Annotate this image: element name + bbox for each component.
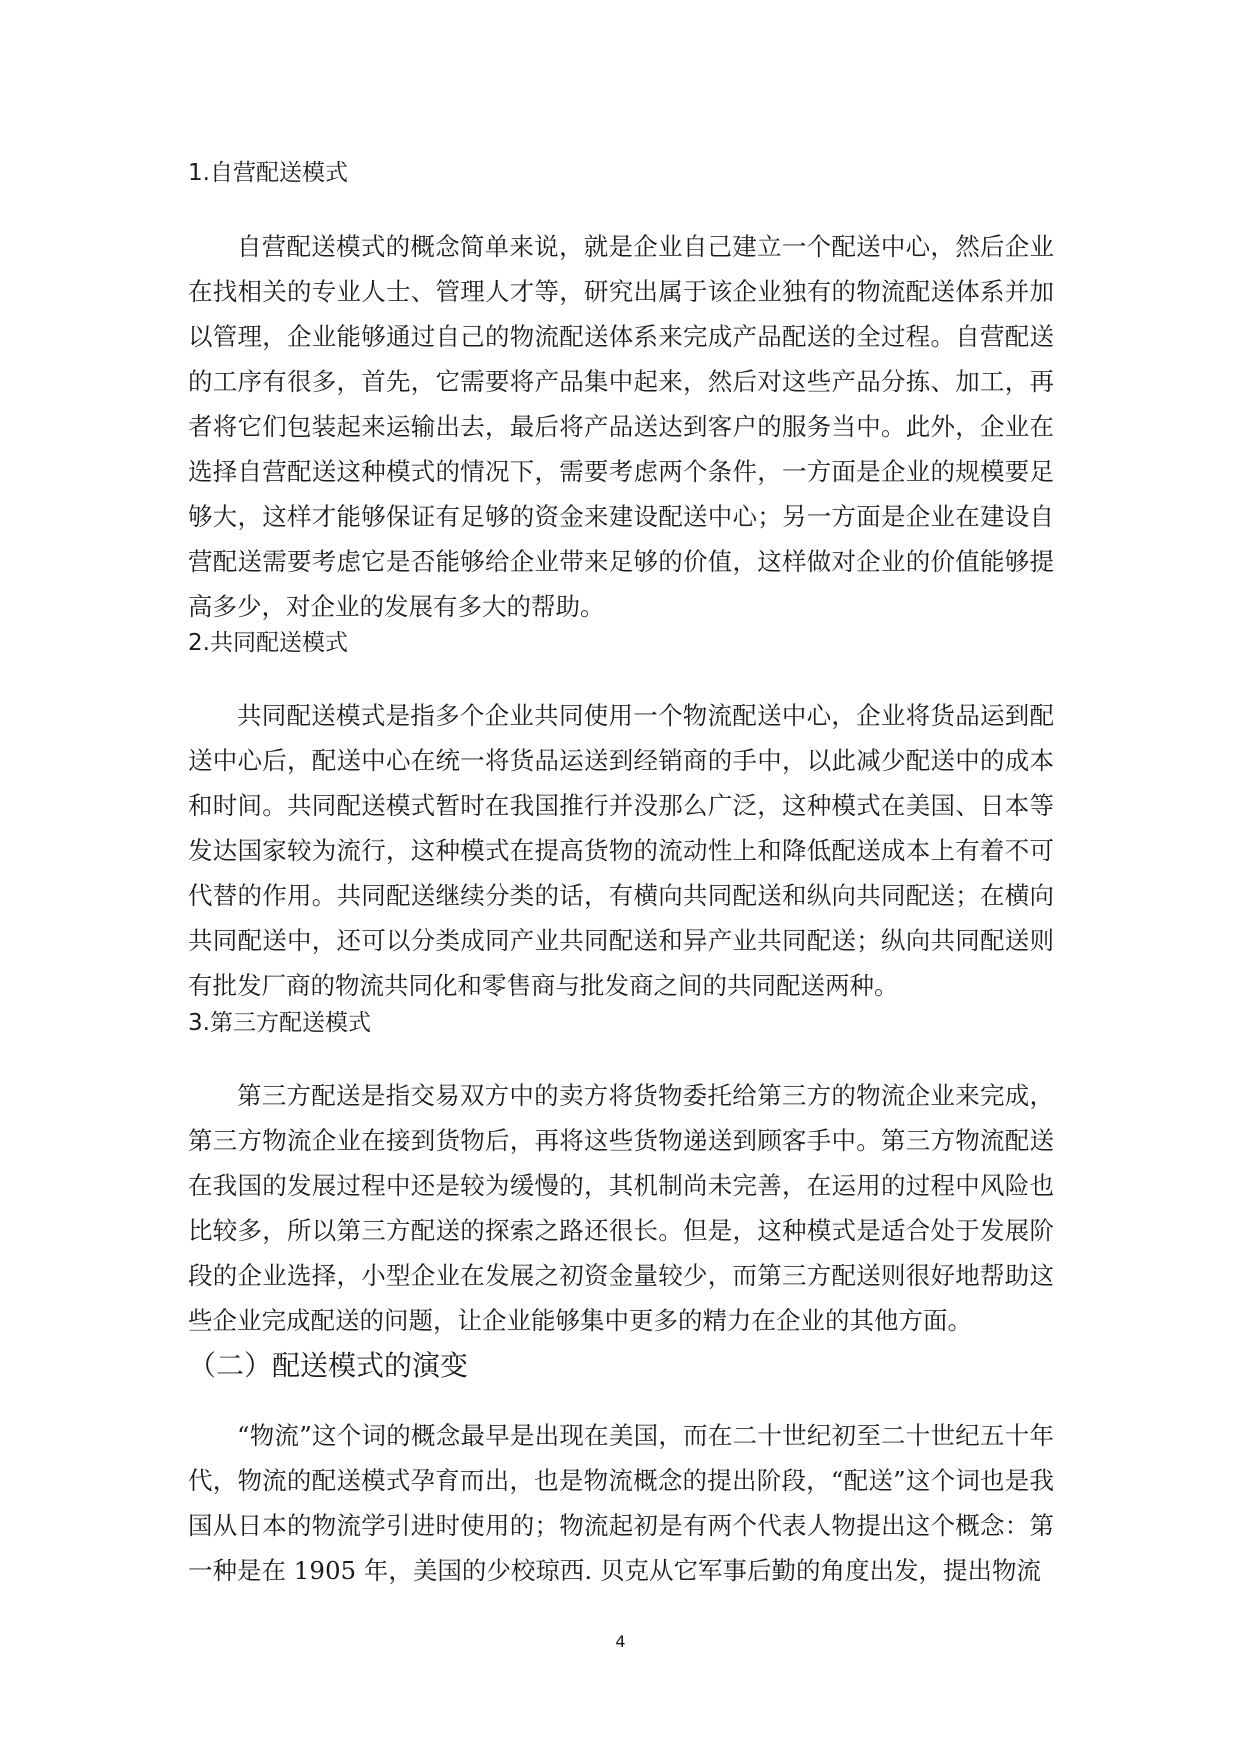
- heading-self-operated-delivery: 1.自营配送模式: [188, 160, 348, 186]
- heading-third-party-delivery: 3.第三方配送模式: [188, 1010, 371, 1036]
- heading-joint-delivery: 2.共同配送模式: [188, 630, 348, 656]
- paragraph-joint-delivery: 共同配送模式是指多个企业共同使用一个物流配送中心，企业将货品运到配送中心后，配送中心在统一将货品运送到经销商的手中，以此减少配送中的成本和时间。共同配送模式暂时在我国推行并没那么广泛，这种模式在美国、日本等发达国家较为流行，这种模式在提高货物的流动性上和降低配送成本上有着不可代替的作用。共同配送继续分类的话，有横向共同配送和纵向共同配送；在横向共同配送中，还可以分类成同产业共同配送和异产业共同配送；纵向共同配送则有批发厂商的物流共同化和零售商与批发商之间的共同配送两种。: [188, 701, 1054, 1000]
- paragraph-third-party-delivery: 第三方配送是指交易双方中的卖方将货物委托给第三方的物流企业来完成，第三方物流企业在接到货物后，再将这些货物递送到顾客手中。第三方物流配送在我国的发展过程中还是较为缓慢的，其机制尚未完善，在运用的过程中风险也比较多，所以第三方配送的探索之路还很长。但是，这种模式是适合处于发展阶段的企业选择，小型企业在发展之初资金量较少，而第三方配送则很好地帮助这些企业完成配送的问题，让企业能够集中更多的精力在企业的其他方面。: [188, 1081, 1054, 1335]
- page-number: 4: [615, 1632, 626, 1651]
- paragraph-evolution: “物流”这个词的概念最早是出现在美国，而在二十世纪初至二十世纪五十年代，物流的配送模式孕育而出，也是物流概念的提出阶段，“配送”这个词也是我国从日本的物流学引进时使用的；物流起初是有两个代表人物提出这个概念：第一种是在 1905 年，美国的少校琼西. 贝克从它军事后勤的角度出发，提出物流: [188, 1421, 1054, 1585]
- section-heading-evolution: （二）配送模式的演变: [188, 1349, 469, 1382]
- paragraph-self-operated-delivery: 自营配送模式的概念简单来说，就是企业自己建立一个配送中心，然后企业在找相关的专业人士、管理人才等，研究出属于该企业独有的物流配送体系并加以管理，企业能够通过自己的物流配送体系来完成产品配送的全过程。自营配送的工序有很多，首先，它需要将产品集中起来，然后对这些产品分拣、加工，再者将它们包装起来运输出去，最后将产品送达到客户的服务当中。此外，企业在选择自营配送这种模式的情况下，需要考虑两个条件，一方面是企业的规模要足够大，这样才能够保证有足够的资金来建设配送中心；另一方面是企业在建设自营配送需要考虑它是否能够给企业带来足够的价值，这样做对企业的价值能够提高多少，对企业的发展有多大的帮助。: [188, 232, 1054, 621]
